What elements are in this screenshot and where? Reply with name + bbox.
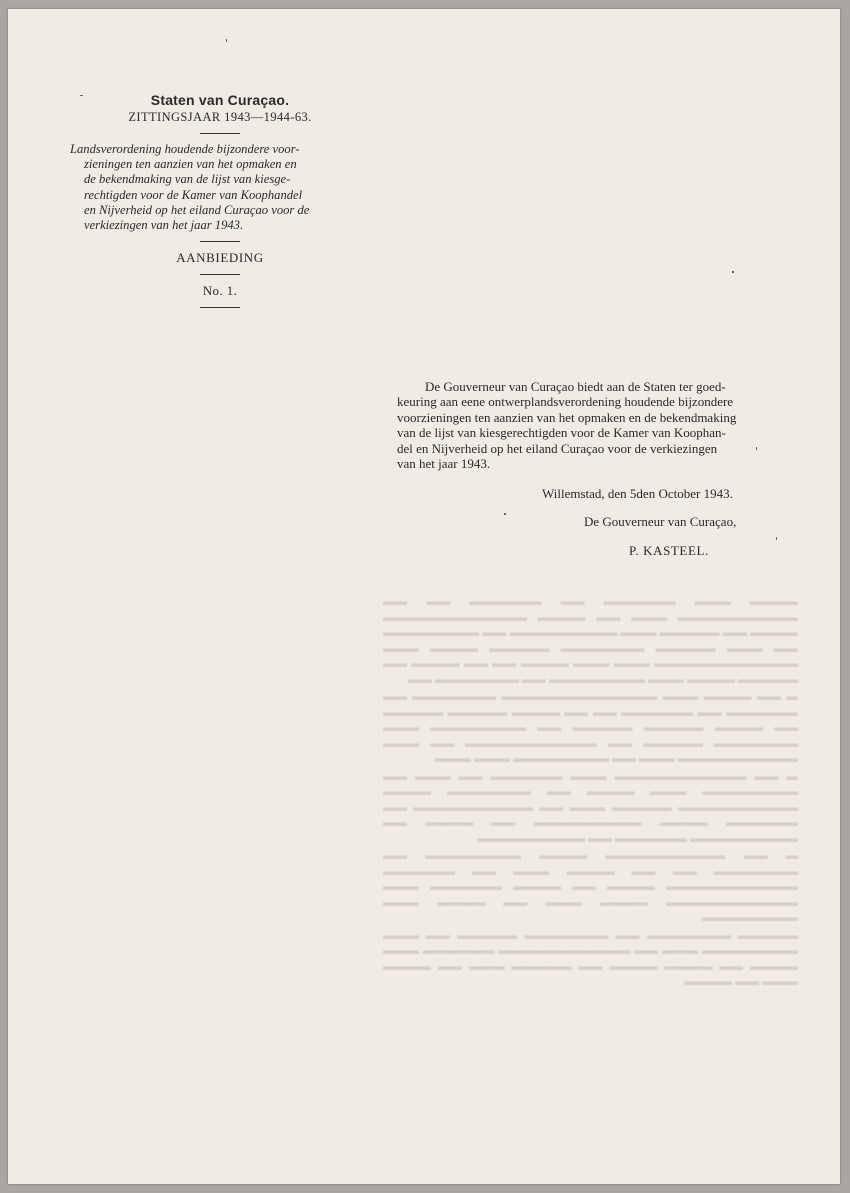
paper-speck (504, 513, 506, 515)
paragraph-line: keuring aan eene ontwerplandsverordening houdende bijzondere (397, 394, 734, 410)
paper-speck (226, 39, 227, 42)
document-page (8, 9, 840, 1184)
signature-role: De Gouverneur van Curaçao, (584, 514, 737, 529)
paragraph-line: del en Nijverheid op het eiland Curaçao voor de verkiezingen (397, 440, 718, 456)
document-number: No. 1. (202, 283, 238, 299)
document-header (70, 91, 370, 316)
paper-speck (80, 95, 83, 96)
session-year: ZITTINGSJAAR 1943—1944-63. (128, 110, 312, 124)
paragraph-line: voorzieningen ten aanzien van het opmaken en de bekendmaking (397, 409, 737, 425)
signature-date: Willemstad, den 5den October 1943. (542, 486, 733, 501)
paragraph-line: De Gouverneur van Curaçao biedt aan de Staten ter goed- (425, 379, 726, 394)
paragraph-line: van de lijst van kiesgerechtigden voor de Kamer van Koophan- (397, 425, 726, 441)
divider (200, 274, 240, 275)
assembly-name: Staten van Curaçao. (150, 92, 290, 108)
reverse-side-bleed: ▬▬▬▬ ▬▬▬ ▬▬▬▬▬▬ ▬▬ ▬▬▬▬▬▬ ▬▬ ▬▬ ▬▬▬▬▬▬▬▬▬▬ ▬▬▬ ▬▬ ▬▬▬▬ ▬▬▬▬▬▬▬▬▬▬▬▬ ▬▬▬▬ ▬▬ ▬▬▬▬▬ ▬▬▬ ▬▬▬▬▬▬▬▬▬ ▬▬ ▬▬▬▬▬▬▬▬ ▬▬ ▬▬▬ ▬▬▬▬▬ ▬▬▬▬▬▬▬ ▬▬▬▬▬ ▬▬▬▬ ▬▬▬ ▬▬▬▬▬▬▬▬▬▬▬▬ ▬▬▬ ▬▬▬ ▬▬▬▬ ▬▬ ▬▬ ▬▬▬▬ ▬▬ ▬▬▬▬▬ ▬▬▬▬ ▬▬▬ ▬▬▬▬▬▬▬▬ ▬▬ ▬▬▬▬▬▬▬ ▬▬ ▬ ▬▬ ▬▬▬▬ ▬▬▬ ▬▬▬▬▬▬▬▬▬▬▬▬▬ ▬▬▬▬▬▬▬ ▬▬ ▬▬▬▬▬▬ ▬▬ ▬▬▬▬▬▬ ▬▬ ▬▬ ▬▬▬▬ ▬▬▬▬▬ ▬▬▬▬▬ ▬▬ ▬▬▬▬ ▬▬▬▬▬ ▬▬▬▬▬ ▬▬ ▬▬▬▬▬▬▬▬ ▬▬▬ ▬▬▬▬▬▬▬ ▬▬▬▬▬ ▬▬ ▬▬▬▬▬▬▬▬▬▬▬ ▬▬ ▬▬▬ ▬▬▬▬▬▬▬▬▬▬ ▬▬▬ ▬▬ ▬▬▬▬▬▬▬▬ ▬▬▬ ▬▬▬ ▬ ▬▬ ▬▬▬▬▬▬▬▬▬▬▬ ▬▬▬ ▬▬▬▬▬▬ ▬▬ ▬▬▬ ▬▬ ▬▬▬▬▬▬▬▬ ▬▬▬ ▬▬▬▬ ▬▬ ▬▬▬▬▬▬▬ ▬▬▬▬ ▬▬▬▬▬▬▬▬▬▬ ▬▬▬▬▬ ▬▬▬ ▬▬ ▬▬▬▬▬▬▬▬▬▬ ▬▬ ▬▬▬▬▬▬ ▬▬▬▬ ▬▬▬▬▬▬▬▬▬ ▬▬ ▬▬▬▬ ▬▬ ▬▬▬▬▬▬▬▬▬ ▬▬▬▬▬▬ ▬▬ ▬▬▬▬▬▬▬▬▬ ▬ ▬▬ ▬▬▬▬▬▬▬▬▬▬ ▬▬▬▬ ▬▬▬▬▬▬▬▬ ▬▬ ▬▬▬▬▬▬▬ ▬▬ ▬▬ ▬▬▬▬ ▬▬▬ ▬▬ ▬▬▬▬▬▬ ▬▬▬▬▬▬▬▬▬▬▬ ▬▬▬▬ ▬▬ ▬▬▬▬ ▬▬▬▬▬▬ ▬▬▬ ▬▬▬▬▬▬▬▬▬▬▬ ▬▬▬▬ ▬▬▬ ▬▬ ▬▬▬▬ ▬▬▬ ▬▬▬▬▬▬▬▬ ▬▬▬▬▬ ▬▬▬▬▬▬▬ ▬▬ ▬▬▬▬▬▬▬ ▬▬▬▬▬ ▬▬ ▬▬▬ ▬▬▬▬▬▬▬▬ ▬▬▬ ▬▬ ▬▬▬▬▬▬▬▬▬▬▬ ▬▬▬▬▬▬ ▬▬▬ ▬▬▬▬ ▬▬ ▬▬▬▬ ▬▬▬▬ ▬▬ ▬▬▬▬▬ ▬▬▬ ▬▬ ▬▬▬▬ ▬▬▬ ▬▬ ▬▬▬▬ (383, 594, 798, 988)
subject-line: zieningen ten aanzien van het opmaken en (84, 157, 297, 172)
subject-line: en Nijverheid op het eiland Curaçao voor de (84, 202, 310, 217)
offer-title: AANBIEDING (176, 250, 264, 266)
paper-speck (732, 271, 734, 273)
subject-line: rechtigden voor de Kamer van Koophandel (84, 187, 303, 202)
paper-speck (776, 537, 777, 540)
divider (200, 307, 240, 308)
signature-name: P. KASTEEL. (629, 543, 709, 558)
subject-line: verkiezingen van het jaar 1943. (84, 218, 244, 233)
paragraph-line: van het jaar 1943. (397, 456, 491, 472)
offer-paragraph (397, 379, 795, 471)
divider (200, 241, 240, 242)
subject-line: Landsverordening houdende bijzondere voor- (70, 142, 300, 156)
subject-line: de bekendmaking van de lijst van kiesge- (84, 172, 291, 187)
ordinance-subject (70, 142, 370, 233)
divider (200, 133, 240, 134)
paper-speck (756, 447, 757, 450)
